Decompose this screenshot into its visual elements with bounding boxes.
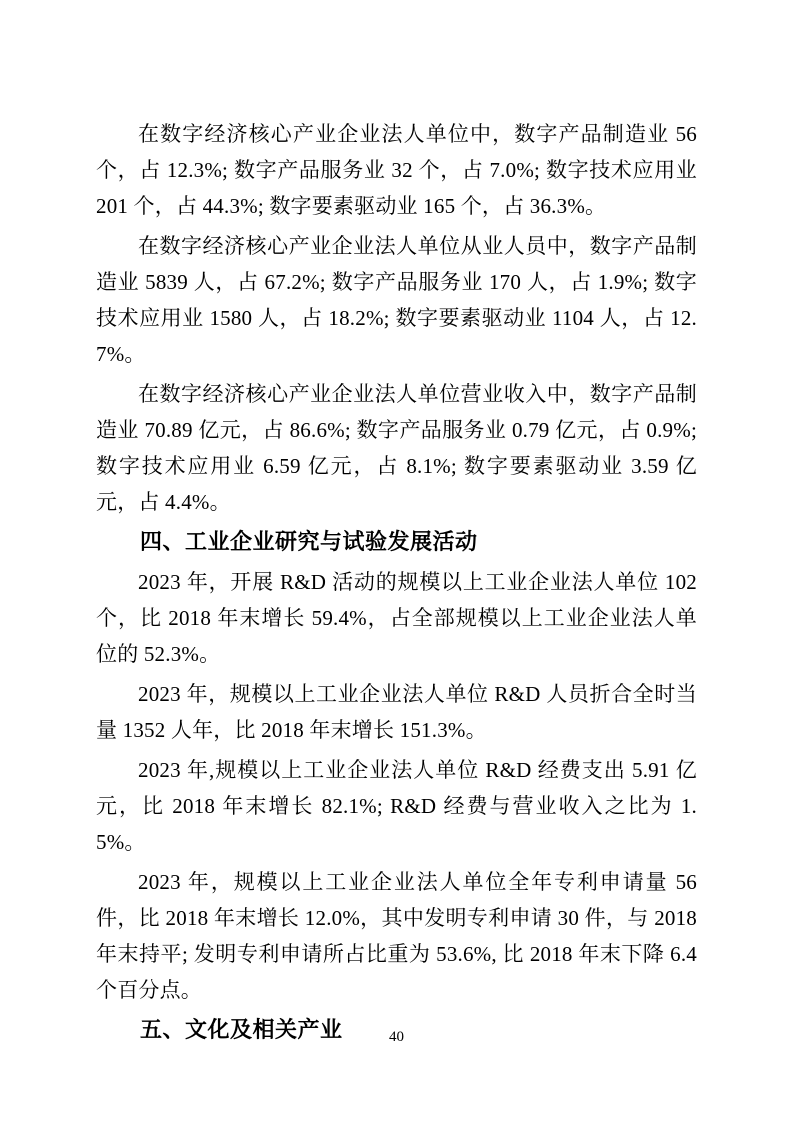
paragraph-rd-personnel: 2023 年，规模以上工业企业法人单位 R&D 人员折合全时当量 1352 人年，比 2018 年末增长 151.3%。 (96, 682, 697, 742)
paragraph-digital-economy-employees: 在数字经济核心产业企业法人单位从业人员中，数字产品制造业 5839 人，占 67.2%; 数字产品服务业 170 人，占 1.9%; 数字技术应用业 1580 人，占 18.2%; 数字要素驱动业 1104 人，占 12.7%。 (96, 234, 697, 366)
page-body (96, 116, 697, 1052)
page-footer (0, 1028, 793, 1046)
paragraph-digital-economy-units: 在数字经济核心产业企业法人单位中，数字产品制造业 56 个，占 12.3%; 数字产品服务业 32 个，占 7.0%; 数字技术应用业 201 个，占 44.3%; 数字要素驱动业 165 个，占 36.3%。 (96, 122, 697, 218)
paragraph-rd-units: 2023 年，开展 R&D 活动的规模以上工业企业法人单位 102 个，比 2018 年末增长 59.4%，占全部规模以上工业企业法人单位的 52.3%。 (96, 570, 697, 666)
paragraph-patent-applications: 2023 年，规模以上工业企业法人单位全年专利申请量 56 件，比 2018 年末增长 12.0%，其中发明专利申请 30 件，与 2018 年末持平; 发明专利申请所占比重为 53.6%, 比 2018 年末下降 6.4 个百分点。 (96, 870, 697, 1002)
paragraph-digital-economy-revenue: 在数字经济核心产业企业法人单位营业收入中，数字产品制造业 70.89 亿元，占 86.6%; 数字产品服务业 0.79 亿元，占 0.9%; 数字技术应用业 6.59 亿元，占 8.1%; 数字要素驱动业 3.59 亿元，占 4.4%。 (96, 382, 697, 514)
section-heading-industrial-rd: 四、工业企业研究与试验发展活动 (140, 529, 478, 554)
page-number: 40 (389, 1029, 404, 1045)
section-heading-culture-industry: 五、文化及相关产业 (140, 1017, 343, 1042)
paragraph-rd-expenditure: 2023 年,规模以上工业企业法人单位 R&D 经费支出 5.91 亿元，比 2018 年末增长 82.1%; R&D 经费与营业收入之比为 1.5%。 (96, 758, 697, 854)
